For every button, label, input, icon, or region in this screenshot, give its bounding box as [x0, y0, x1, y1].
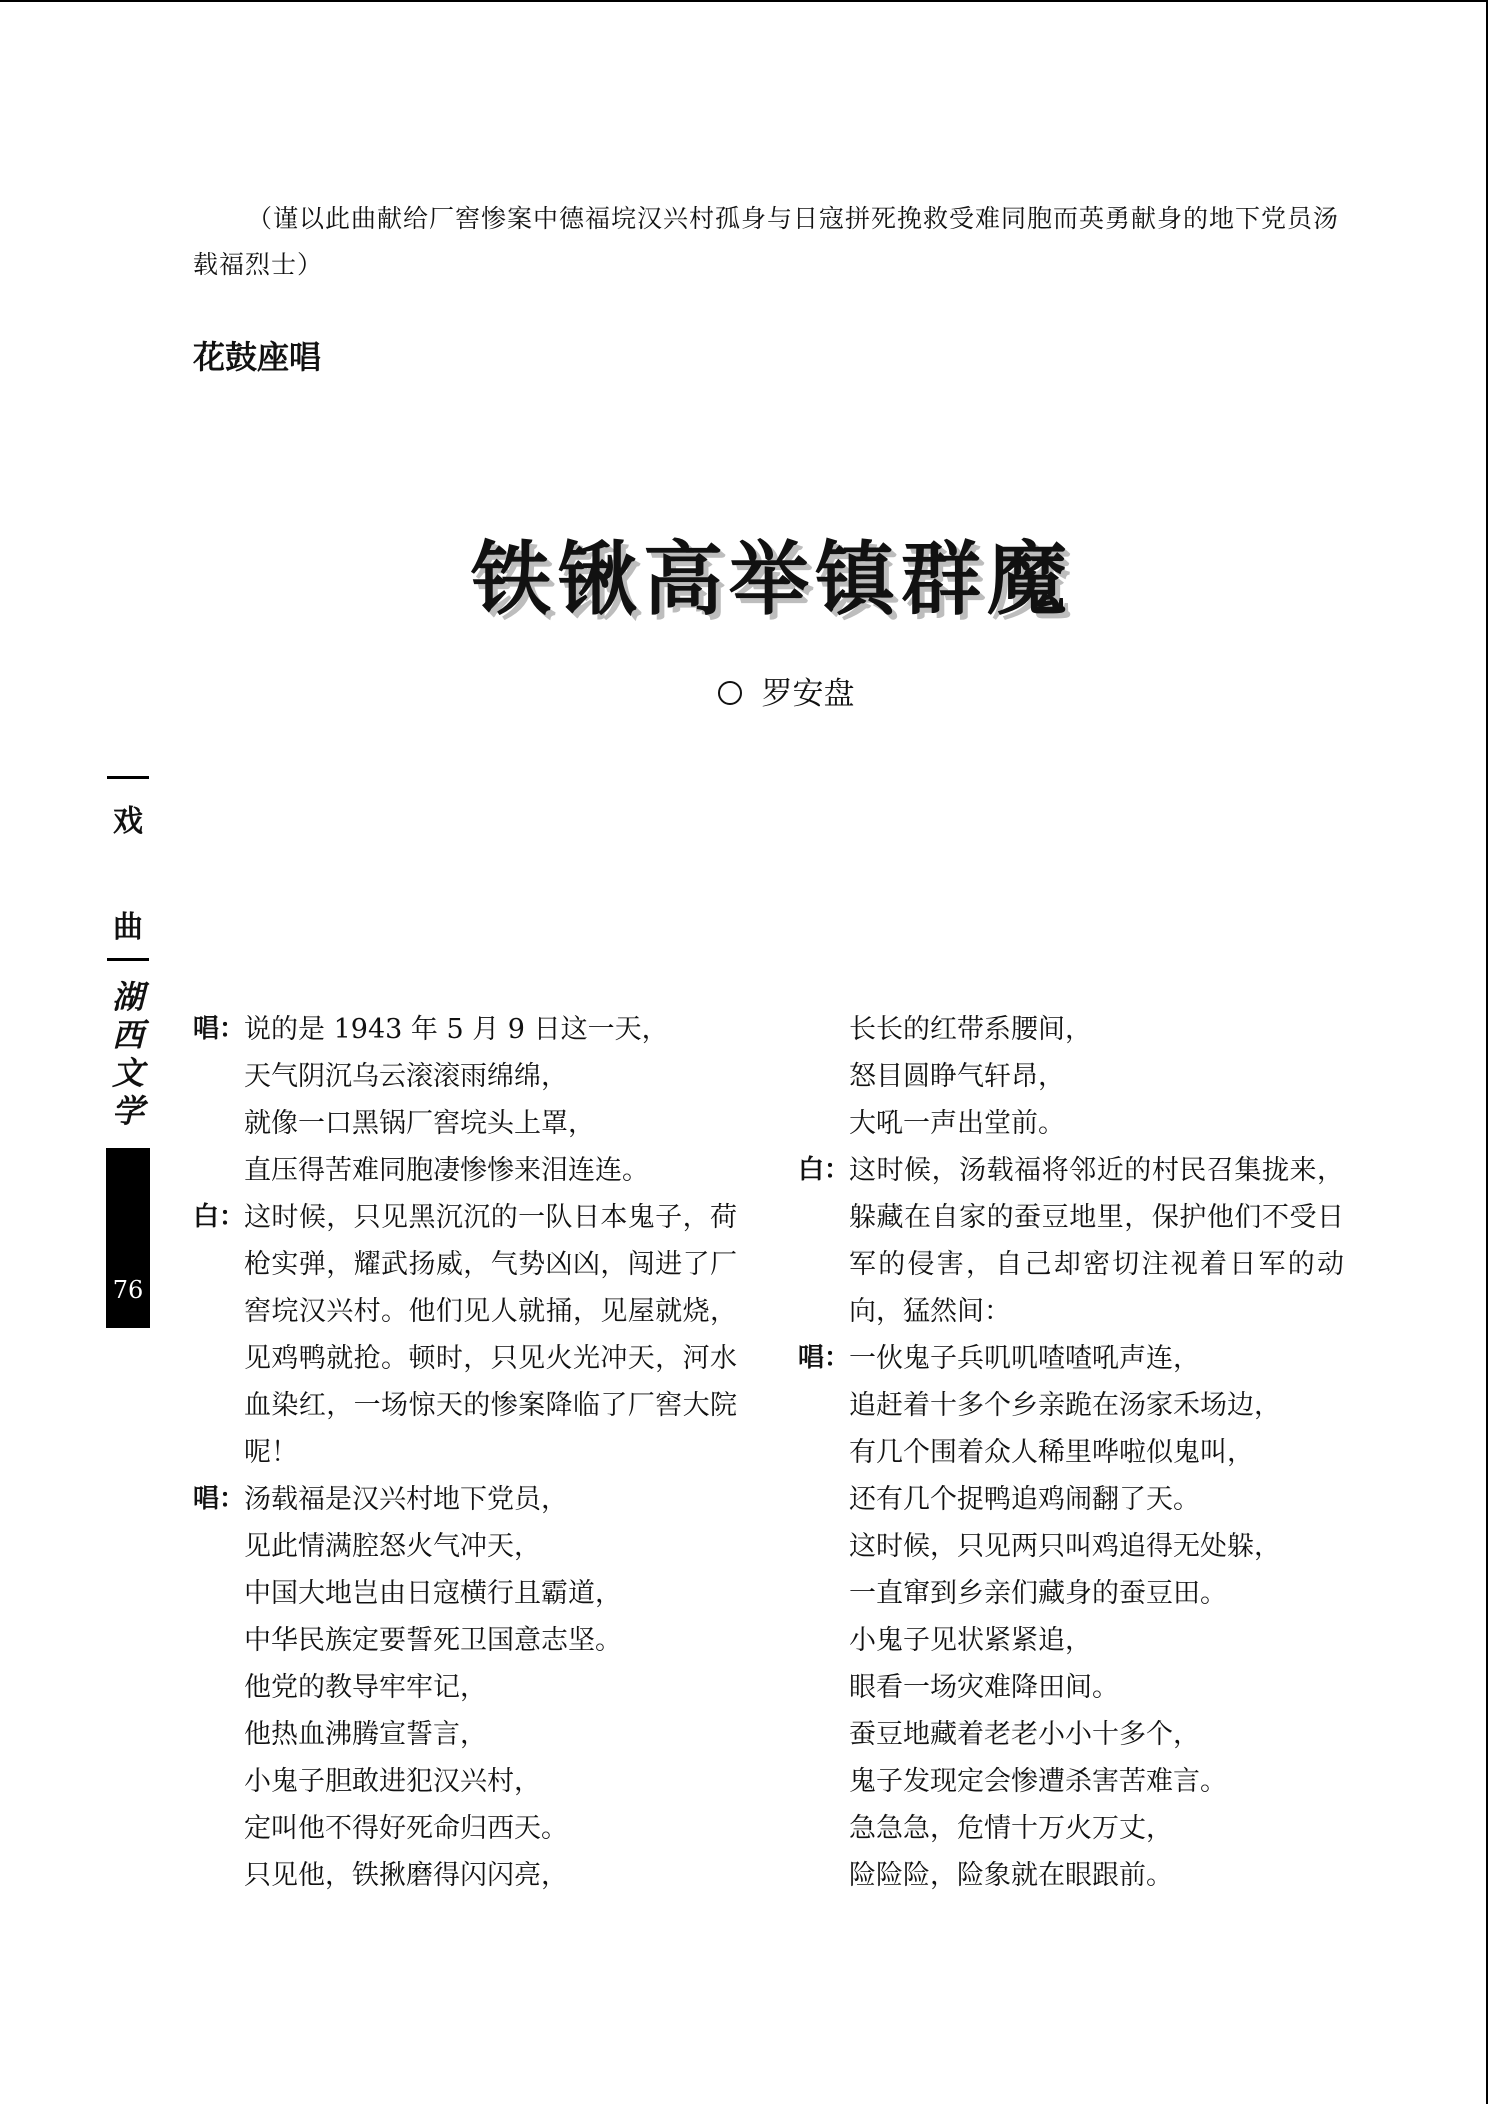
verse-line: 小鬼子胆敢进犯汉兴村， [244, 1766, 541, 1797]
genre-label: 花鼓座唱 [193, 338, 322, 376]
verse-line: 大吼一声出堂前。 [849, 1108, 1065, 1139]
narration-paragraph [193, 1194, 737, 1476]
brand-char: 学 [111, 1092, 144, 1130]
page-number: 76 [112, 1276, 144, 1304]
left-column [193, 1006, 737, 1899]
verse-line: 有几个围着众人稀里哗啦似鬼叫， [849, 1437, 1254, 1468]
verse-line: 一直窜到乡亲们藏身的蚕豆田。 [849, 1578, 1227, 1609]
verse-line: 中华民族定要誓死卫国意志坚。 [244, 1625, 622, 1656]
narration-text: 这时候，只见黑沉沉的一队日本鬼子，荷枪实弹，耀武扬威，气势凶凶，闯进了厂窖垸汉兴村。他们见人就捅，见屋就烧，见鸡鸭就抢。顿时，只见火光冲天，河水血染红，一场惊天的惨案降临了厂窖大院呢！ [244, 1202, 737, 1468]
brand-char: 湖 [111, 978, 144, 1016]
verse-line: 险险险，险象就在眼跟前。 [849, 1860, 1173, 1891]
section-char-1: 戏 [113, 804, 143, 839]
brand-char: 西 [111, 1016, 144, 1054]
author-name: 罗安盘 [761, 676, 855, 712]
verse-line: 长长的红带系腰间， [849, 1014, 1092, 1045]
page-number-box [106, 1148, 150, 1328]
verse-line: 追赶着十多个乡亲跪在汤家禾场边， [849, 1390, 1281, 1421]
magazine-brand [106, 978, 150, 1130]
verse-line: 他热血沸腾宣誓言， [244, 1719, 487, 1750]
verse-line: 还有几个捉鸭追鸡闹翻了天。 [849, 1484, 1200, 1515]
verse-text: 汤载福是汉兴村地下党员， [244, 1484, 568, 1515]
author-line [0, 668, 1488, 713]
speaker-tag: 唱： [193, 1014, 246, 1044]
sidebar-rule-bottom [107, 958, 149, 961]
dedication-text: （谨以此曲献给厂窖惨案中德福垸汉兴村孤身与日寇拼死挽救受难同胞而英勇献身的地下党员汤载福烈士） [193, 204, 1340, 279]
top-border [0, 0, 1488, 2]
verse-line: 这时候，只见两只叫鸡追得无处躲， [849, 1531, 1281, 1562]
verse-line: 怒目圆睁气轩昂， [849, 1061, 1065, 1092]
verse-line [193, 1006, 737, 1053]
verse-line: 天气阴沉乌云滚滚雨绵绵， [244, 1061, 568, 1092]
narration-text: 这时候，汤载福将邻近的村民召集拢来，躲藏在自家的蚕豆地里，保护他们不受日军的侵害，自己却密切注视着日军的动向，猛然间： [849, 1155, 1344, 1327]
verse-line: 他党的教导牢牢记， [244, 1672, 487, 1703]
verse-line: 定叫他不得好死命归西天。 [244, 1813, 568, 1844]
verse-line: 直压得苦难同胞凄惨惨来泪连连。 [244, 1155, 649, 1186]
section-char-2: 曲 [113, 910, 143, 945]
verse-line: 眼看一场灾难降田间。 [849, 1672, 1119, 1703]
verse-line: 鬼子发现定会惨遭杀害苦难言。 [849, 1766, 1227, 1797]
verse-line: 中国大地岂由日寇横行且霸道， [244, 1578, 622, 1609]
verse-line: 就像一口黑锅厂窖垸头上罩， [244, 1108, 595, 1139]
verse-line: 急急急，危情十万火万丈， [849, 1813, 1173, 1844]
speaker-tag: 白： [798, 1155, 851, 1185]
verse-line: 蚕豆地藏着老老小小十多个， [849, 1719, 1200, 1750]
narration-paragraph [798, 1147, 1344, 1335]
brand-char: 文 [111, 1054, 144, 1092]
speaker-tag: 白： [193, 1202, 246, 1232]
verse-text: 一伙鬼子兵叽叽喳喳吼声连， [849, 1343, 1200, 1374]
circle-icon [718, 681, 742, 705]
speaker-tag: 唱： [798, 1343, 851, 1373]
verse-line [798, 1335, 1344, 1382]
verse-text: 说的是 1943 年 5 月 9 日这一天， [244, 1014, 669, 1045]
speaker-tag: 唱： [193, 1484, 246, 1514]
verse-line: 见此情满腔怒火气冲天， [244, 1531, 541, 1562]
verse-line: 只见他，铁揪磨得闪闪亮， [244, 1860, 568, 1891]
article-title: 铁锹高举镇群魔 [471, 533, 1073, 626]
sidebar-rule-top [107, 776, 149, 779]
verse-line: 小鬼子见状紧紧追， [849, 1625, 1092, 1656]
right-column [798, 1006, 1344, 1899]
verse-line [193, 1476, 737, 1523]
